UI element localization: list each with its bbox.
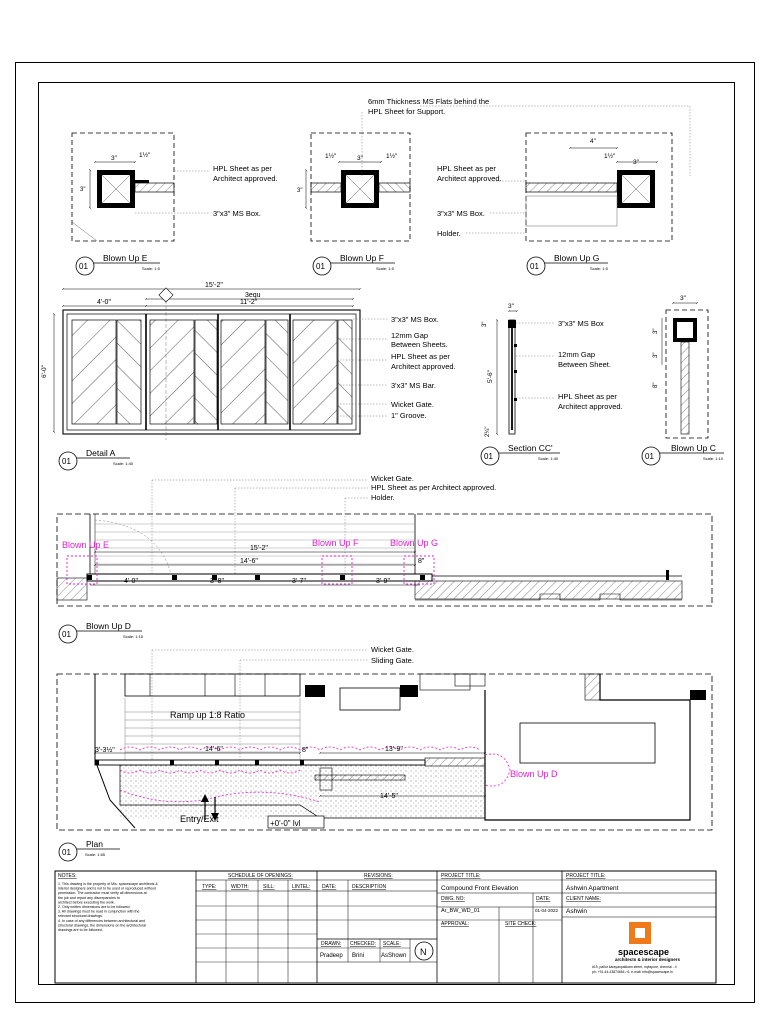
schedule-col-sill: SILL: bbox=[263, 884, 275, 890]
project-title2-value: Ashwin Apartment bbox=[566, 885, 619, 892]
blown-up-f-view bbox=[306, 133, 410, 241]
label-g-title: Blown Up G bbox=[554, 253, 600, 263]
note-hpl-e-2: Architect approved. bbox=[213, 174, 278, 183]
dim-g-half: 1½" bbox=[604, 153, 616, 160]
label-da-scale: Scale: 1:40 bbox=[113, 461, 134, 466]
dim-p-b: 13'-9" bbox=[385, 746, 403, 753]
label-c-num: 01 bbox=[645, 452, 654, 461]
dwg-no-label: DWG. NO: bbox=[441, 896, 465, 902]
note-d-holder: Holder. bbox=[371, 493, 395, 502]
dim-d-inner: 14'-6" bbox=[240, 558, 258, 565]
dim-c-mid: 3" bbox=[653, 352, 659, 358]
dim-f-right: 1½" bbox=[386, 153, 398, 160]
firm-contact: ph: +91-44-43874664 / 6, e-mail: info@spacescape.in bbox=[592, 970, 673, 974]
client-label: CLIENT NAME: bbox=[566, 896, 601, 902]
dim-p-8: 8" bbox=[302, 747, 309, 754]
note-da-gap-2: Between Sheets. bbox=[391, 340, 448, 349]
dim-p-a: 14'-6" bbox=[205, 746, 223, 753]
dim-f-left: 1½" bbox=[325, 153, 337, 160]
schedule-title: SCHEDULE OF OPENINGS: bbox=[228, 873, 293, 879]
revisions-title: REVISIONS: bbox=[364, 873, 393, 879]
label-e-scale: Scale: 1:5 bbox=[142, 266, 160, 271]
note-cc-msbox: 3"x3" MS Box bbox=[558, 319, 604, 328]
dim-e-3: 3" bbox=[111, 155, 117, 162]
note-cc-hpl-1: HPL Sheet as per bbox=[558, 392, 617, 401]
note-ramp: Ramp up 1:8 Ratio bbox=[170, 710, 246, 720]
dim-d-d: 3'-9" bbox=[376, 578, 390, 585]
note-ms-flats-2: HPL Sheet for Support. bbox=[368, 107, 446, 116]
note-msbox-g: 3"x3" MS Box. bbox=[437, 209, 485, 218]
firm-sub: architects & interior designers bbox=[615, 957, 681, 962]
schedule-col-type: TYPE: bbox=[202, 884, 217, 890]
note-cc-hpl-2: Architect approved. bbox=[558, 402, 623, 411]
dim-da-total: 15'-2" bbox=[205, 282, 223, 289]
note-p-sliding: Sliding Gate. bbox=[371, 656, 414, 665]
spacescape-logo-icon bbox=[629, 922, 651, 944]
project-title-value: Compound Front Elevation bbox=[441, 885, 519, 892]
dim-g-3: 3" bbox=[633, 159, 639, 166]
note-da-bar: 3'x3" MS Bar. bbox=[391, 381, 436, 390]
note-line: interior designers and is not to be used or reproduced without bbox=[58, 886, 156, 891]
dwg-no-value: Ar_BW_WD_01 bbox=[441, 908, 480, 914]
label-e-num: 01 bbox=[79, 262, 88, 271]
dim-c-3: 3" bbox=[680, 295, 686, 302]
north-arrow-icon: N bbox=[420, 947, 427, 957]
note-line: permission. The contractor must verify all dimensions at bbox=[58, 891, 147, 896]
approval-label: APPROVAL: bbox=[441, 921, 469, 927]
dim-cc-height: 5'-6" bbox=[487, 370, 494, 383]
dim-d-8: 8" bbox=[418, 558, 425, 565]
dim-da-height: 6'-0" bbox=[41, 365, 48, 378]
note-d-hpl: HPL Sheet as per Architect approved. bbox=[371, 483, 497, 492]
dim-c-top: 3" bbox=[653, 328, 659, 334]
dim-f-3: 3" bbox=[357, 155, 363, 162]
date-label: DATE: bbox=[536, 896, 551, 902]
note-p-wicket: Wicket Gate. bbox=[371, 645, 414, 654]
firm-name: spacescape bbox=[618, 947, 670, 957]
note-da-hpl-1: HPL Sheet as per bbox=[391, 352, 450, 361]
dim-cc-3: 3" bbox=[508, 303, 514, 310]
dim-d-total: 15'-2" bbox=[250, 545, 268, 552]
dim-f-side: 3" bbox=[297, 188, 303, 194]
drawn-value: Pradeep bbox=[320, 953, 343, 959]
label-f-scale: Scale: 1:5 bbox=[376, 266, 394, 271]
note-msbox-e: 3"x3" MS Box. bbox=[213, 209, 261, 218]
label-g-scale: Scale: 1:5 bbox=[590, 266, 608, 271]
schedule-col-width: WIDTH: bbox=[231, 884, 249, 890]
label-plan-num: 01 bbox=[62, 848, 71, 857]
note-entry: Entry/Exit bbox=[180, 814, 219, 824]
label-c-scale: Scale: 1:10 bbox=[703, 456, 724, 461]
checked-value: Brini bbox=[352, 953, 365, 959]
dim-da-left: 4'-0" bbox=[97, 299, 111, 306]
note-da-groove: 1" Groove. bbox=[391, 411, 427, 420]
tag-blown-up-g: Blown Up G bbox=[390, 538, 439, 548]
dim-p-left: 3'-3½" bbox=[95, 747, 115, 754]
notes-title: NOTES: bbox=[58, 873, 77, 879]
note-hpl-g-1: HPL Sheet as per bbox=[437, 164, 496, 173]
plan-leaders bbox=[152, 650, 368, 760]
site-check-label: SITE CHECK: bbox=[505, 921, 537, 927]
label-c-title: Blown Up C bbox=[671, 443, 716, 453]
dim-cc-bot: 2¼" bbox=[485, 426, 491, 437]
note-line: architect before executing the work. bbox=[58, 900, 115, 905]
note-d-wicket: Wicket Gate. bbox=[371, 474, 414, 483]
note-line: 2. Only written dimensions are to be followed. bbox=[58, 905, 131, 909]
tag-blown-up-f: Blown Up F bbox=[312, 538, 359, 548]
label-cc-num: 01 bbox=[484, 452, 493, 461]
dim-da-inner: 11'-2" bbox=[240, 299, 258, 306]
dim-cc-top: 3" bbox=[482, 321, 488, 327]
note-da-hpl-2: Architect approved. bbox=[391, 362, 456, 371]
detail-a-elevation bbox=[54, 288, 360, 440]
date-value: 01-04-2022 bbox=[535, 908, 559, 913]
label-da-title: Detail A bbox=[86, 448, 116, 458]
dim-e-half: 1½" bbox=[139, 152, 151, 159]
note-line: 4. In case of any differences between architectural and bbox=[58, 918, 146, 923]
blown-up-d-plan bbox=[57, 514, 712, 606]
note-line: structural drawings, the dimensions on the architectural bbox=[58, 923, 146, 928]
note-cc-gap-2: Between Sheet. bbox=[558, 360, 611, 369]
schedule-col-lintel: LINTEL: bbox=[292, 884, 311, 890]
dim-da-equ: 3equ bbox=[245, 292, 261, 299]
note-hpl-e-1: HPL Sheet as per bbox=[213, 164, 272, 173]
label-d-title: Blown Up D bbox=[86, 621, 131, 631]
label-d-num: 01 bbox=[62, 630, 71, 639]
project-title-label: PROJECT TITLE: bbox=[441, 873, 481, 879]
revisions-description: DESCRIPTION bbox=[352, 884, 387, 890]
note-da-wicket: Wicket Gate. bbox=[391, 400, 434, 409]
tag-blown-up-d: Blown Up D bbox=[510, 769, 558, 779]
label-g-num: 01 bbox=[530, 262, 539, 271]
label-cc-title: Section CC' bbox=[508, 443, 553, 453]
scale-value: AsShown bbox=[381, 953, 407, 959]
label-d-scale: Scale: 1:15 bbox=[123, 634, 144, 639]
note-line: drawings are to be followed. bbox=[58, 928, 103, 932]
note-line: the job and report any discrepancies to bbox=[58, 895, 120, 900]
note-holder-g: Holder. bbox=[437, 229, 461, 238]
notes-list bbox=[58, 882, 158, 932]
note-line: relevant structural drawings. bbox=[58, 914, 103, 919]
checked-label: CHECKED: bbox=[350, 941, 376, 947]
dim-g-4: 4" bbox=[590, 138, 596, 145]
note-line: 3. All drawings must be read in conjunction with the bbox=[58, 909, 140, 914]
dim-d-c: 3'-7" bbox=[292, 578, 306, 585]
label-plan-scale: Scale: 1:65 bbox=[85, 852, 106, 857]
label-f-num: 01 bbox=[316, 262, 325, 271]
blown-up-g-view bbox=[526, 133, 672, 241]
scale-label: SCALE: bbox=[383, 941, 401, 947]
label-cc-scale: Scale: 1:40 bbox=[538, 456, 559, 461]
note-cc-gap-1: 12mm Gap bbox=[558, 350, 596, 359]
label-plan-title: Plan bbox=[86, 839, 104, 849]
note-ms-flats-1: 6mm Thickness MS Flats behind the bbox=[368, 97, 490, 106]
label-e-title: Blown Up E bbox=[103, 253, 148, 263]
note-da-msbox: 3"x3" MS Box. bbox=[391, 315, 439, 324]
client-value: Ashwin bbox=[566, 908, 587, 915]
dim-c-8: 8" bbox=[653, 382, 659, 388]
note-da-gap-1: 12mm Gap bbox=[391, 331, 429, 340]
section-cc-view bbox=[497, 311, 517, 434]
blown-up-c-view bbox=[662, 303, 708, 438]
firm-address: #19, pallur karayanpakkam street, mylapore, chennai - 4 bbox=[592, 965, 677, 969]
label-da-num: 01 bbox=[62, 457, 71, 466]
drawn-label: DRAWN: bbox=[321, 941, 342, 947]
label-f-title: Blown Up F bbox=[340, 253, 384, 263]
revisions-date: DATE: bbox=[322, 884, 337, 890]
tag-blown-up-e: Blown Up E bbox=[62, 540, 110, 550]
note-level: +0'-0" lvl bbox=[270, 819, 301, 828]
dim-p-c: 14'-5" bbox=[380, 793, 398, 800]
dim-e-side: 3" bbox=[80, 187, 86, 193]
dim-d-a: 4'-0" bbox=[124, 578, 138, 585]
project-title2-label: PROJECT TITLE: bbox=[566, 873, 606, 879]
note-hpl-g-2: Architect approved. bbox=[437, 174, 502, 183]
note-line: 1. This drawing is the property of M/s. spacescape architects & bbox=[58, 882, 158, 886]
dim-d-b: 3'-8" bbox=[210, 578, 224, 585]
blown-up-e-view bbox=[72, 133, 174, 241]
